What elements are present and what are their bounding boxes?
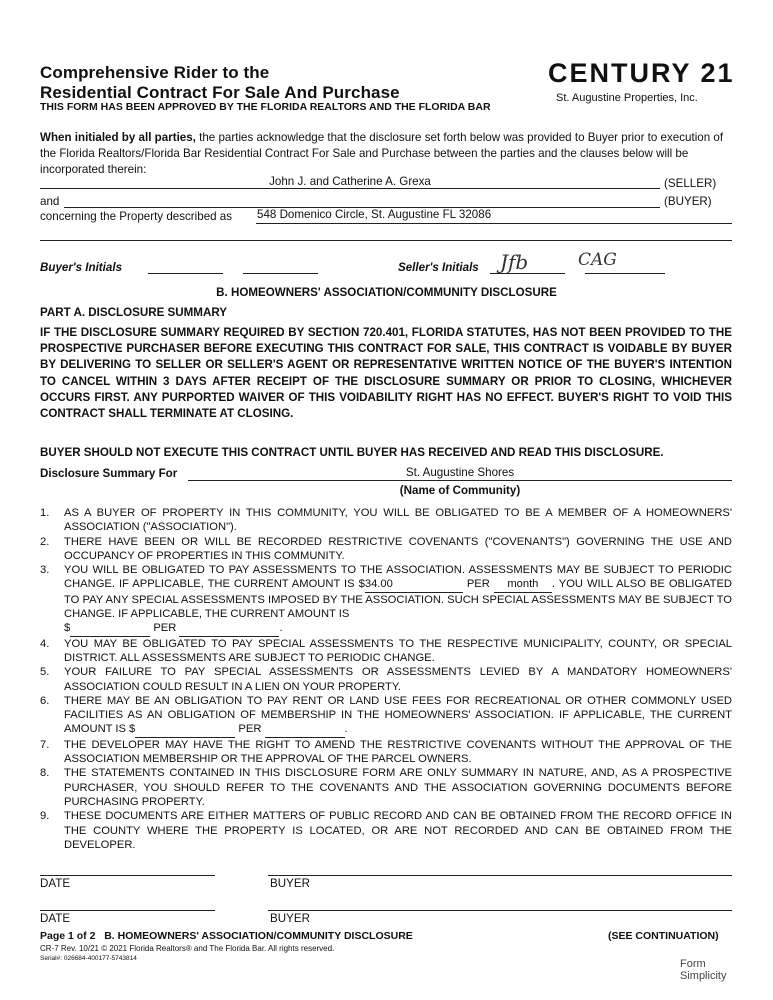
summary-label: Disclosure Summary For: [40, 467, 178, 480]
buyer-initials-line-1[interactable]: [148, 273, 223, 274]
community-caption: (Name of Community): [399, 484, 521, 497]
community-field[interactable]: St. Augustine Shores: [405, 466, 515, 479]
do-not-execute-notice: BUYER SHOULD NOT EXECUTE THIS CONTRACT UNTIL BUYER HAS RECEIVED AND READ THIS DISCLOSURE.: [40, 446, 664, 459]
list-item: 5. YOUR FAILURE TO PAY SPECIAL ASSESSMENTS OR ASSESSMENTS LEVIED BY A MANDATORY HOMEOWNERS' ASSOCIATION COULD RESULT IN A LIEN ON YOUR PROPERTY.: [40, 666, 732, 693]
intro-lead: When initialed by all parties,: [40, 131, 196, 144]
buyer-label-1: BUYER: [270, 877, 310, 890]
seller-initials-signature-2: CAG: [578, 250, 617, 270]
divider: [40, 240, 732, 241]
serial-number: Serial#: 026684-400177-5743814: [40, 955, 137, 962]
buyer-initials-line-2[interactable]: [243, 273, 318, 274]
list-item: 2. THERE HAVE BEEN OR WILL BE RECORDED RESTRICTIVE COVENANTS ("COVENANTS") GOVERNING THE USE AND OCCUPANCY OF PROPERTIES IN THIS COMMUNITY.: [40, 535, 732, 562]
intro-paragraph: [40, 130, 730, 178]
form-title-line1: Comprehensive Rider to the: [40, 63, 270, 82]
seller-initials-line-2[interactable]: [585, 273, 665, 274]
date-line-2[interactable]: [40, 910, 215, 911]
date-label-1: DATE: [40, 877, 71, 890]
brand-subtitle: St. Augustine Properties, Inc.: [556, 92, 698, 104]
property-field[interactable]: 548 Domenico Circle, St. Augustine FL 32086: [257, 208, 492, 221]
assessment-period-field[interactable]: month: [494, 577, 552, 592]
seller-line: [40, 188, 660, 189]
list-item: 4. YOU MAY BE OBLIGATED TO PAY SPECIAL ASSESSMENTS TO THE RESPECTIVE MUNICIPALITY, COUNTY, OR SPECIAL DISTRICT. ALL ASSESSMENTS ARE SUBJECT TO PERIODIC CHANGE.: [40, 637, 732, 664]
seller-label: (SELLER): [664, 177, 717, 190]
list-item: 9. THESE DOCUMENTS ARE EITHER MATTERS OF PUBLIC RECORD AND CAN BE OBTAINED FROM THE RECORD OFFICE IN THE COUNTY WHERE THE PROPERTY IS LOCATED, OR ARE NOT RECORDED AND CAN BE OBTAINED FROM THE DEVELOPER.: [40, 810, 732, 851]
and-label: and: [40, 195, 60, 208]
formsimplicity-logo: Form Simplicity: [680, 958, 727, 982]
buyer-label-2: BUYER: [270, 912, 310, 925]
list-item: 7. THE DEVELOPER MAY HAVE THE RIGHT TO AMEND THE RESTRICTIVE COVENANTS WITHOUT THE APPROVAL OF THE ASSOCIATION MEMBERSHIP OR THE APPROVAL OF THE PARCEL OWNERS.: [40, 738, 732, 766]
buyer-label: (BUYER): [664, 195, 712, 208]
brand-logo: CENTURY 21: [548, 58, 735, 88]
disclosure-list: [40, 506, 732, 852]
assessment-amount-field[interactable]: 34.00: [365, 577, 463, 592]
list-item: 6. THERE MAY BE AN OBLIGATION TO PAY RENT OR LAND USE FEES FOR RECREATIONAL OR OTHER COMMONLY USED FACILITIES AS AN OBLIGATION OF MEMBERSHIP IN THE HOMEOWNERS' ASSOCIATION. IF APPLICABLE, THE CURRENT AMOUNT IS $ PER .: [40, 694, 732, 738]
approval-notice: THIS FORM HAS BEEN APPROVED BY THE FLORIDA REALTORS AND THE FLORIDA BAR: [40, 101, 491, 113]
section-title: B. HOMEOWNERS' ASSOCIATION/COMMUNITY DISCLOSURE: [216, 286, 557, 299]
form-id: CR-7 Rev. 10/21 © 2021 Florida Realtors® and The Florida Bar. All rights reserved.: [40, 944, 335, 953]
voidability-warning: IF THE DISCLOSURE SUMMARY REQUIRED BY SECTION 720.401, FLORIDA STATUTES, HAS NOT BEEN PROVIDED TO THE PROSPECTIVE PURCHASER BEFORE EXECUTING THIS CONTRACT FOR SALE, THIS CONTRACT IS VOIDABLE BY BUYER BY DELIVERING TO SELLER OR SELLER'S AGENT OR REPRESENTATIVE WRITTEN NOTICE OF THE BUYER'S INTENTION TO CANCEL WITHIN 3 DAYS AFTER RECEIPT OF THE DISCLOSURE SUMMARY OR PRIOR TO CLOSING, WHICHEVER OCCURS FIRST. ANY PURPORTED WAIVER OF THIS VOIDABILITY RIGHT HAS NO EFFECT. BUYER'S RIGHT TO VOID THIS CONTRACT SHALL TERMINATE AT CLOSING.: [40, 326, 732, 421]
date-line-1[interactable]: [40, 875, 215, 876]
special-assessment-amount-field[interactable]: [70, 621, 150, 636]
property-line: [256, 223, 732, 224]
community-line: [188, 480, 732, 481]
part-a-heading: PART A. DISCLOSURE SUMMARY: [40, 306, 228, 319]
see-continuation: (SEE CONTINUATION): [608, 930, 719, 942]
list-item: 8. THE STATEMENTS CONTAINED IN THIS DISCLOSURE FORM ARE ONLY SUMMARY IN NATURE, AND, AS A PROSPECTIVE PURCHASER, YOU SHOULD REFER TO THE COVENANTS AND THE ASSOCIATION GOVERNING DOCUMENTS BEFORE PURCHASING PROPERTY.: [40, 767, 732, 808]
special-assessment-period-field[interactable]: [179, 621, 279, 636]
list-item: 3. YOU WILL BE OBLIGATED TO PAY ASSESSMENTS TO THE ASSOCIATION. ASSESSMENTS MAY BE SUBJECT TO PERIODIC CHANGE. IF APPLICABLE, THE CURRENT AMOUNT IS $34.00 PER month . YOU WILL ALSO BE OBLIGATED TO PAY ANY SPECIAL ASSESSMENTS IMPOSED BY THE ASSOCIATION. SUCH SPECIAL ASSESSMENTS MAY BE SUBJECT TO CHANGE. IF APPLICABLE, THE CURRENT AMOUNT IS $ PER .: [40, 563, 732, 636]
seller-field[interactable]: John J. and Catherine A. Grexa: [269, 175, 431, 188]
seller-initials-signature-1: Jfb: [500, 250, 529, 274]
property-label: concerning the Property described as: [40, 210, 233, 223]
list-item: 1. AS A BUYER OF PROPERTY IN THIS COMMUNITY, YOU WILL BE OBLIGATED TO BE A MEMBER OF A HOMEOWNERS' ASSOCIATION ("ASSOCIATION").: [40, 507, 732, 534]
buyer-initials-label: Buyer's Initials: [40, 261, 123, 274]
buyer-signature-line-1[interactable]: [268, 875, 732, 876]
seller-initials-label: Seller's Initials: [398, 261, 479, 274]
buyer-signature-line-2[interactable]: [268, 910, 732, 911]
date-label-2: DATE: [40, 912, 71, 925]
footer-page: Page 1 of 2 B. HOMEOWNERS' ASSOCIATION/COMMUNITY DISCLOSURE: [40, 930, 413, 942]
form-title-line2: Residential Contract For Sale And Purchase: [40, 83, 400, 102]
rent-period-field[interactable]: [265, 722, 345, 737]
intro-text: the parties acknowledge that the disclosure set forth below was provided to Buyer prior to execution of the Florida Realtors/Florida Bar Residential Contract For Sale and Purchase between the parties and the clauses below will be incorporated therein:: [40, 131, 724, 176]
rent-amount-field[interactable]: [135, 722, 235, 737]
